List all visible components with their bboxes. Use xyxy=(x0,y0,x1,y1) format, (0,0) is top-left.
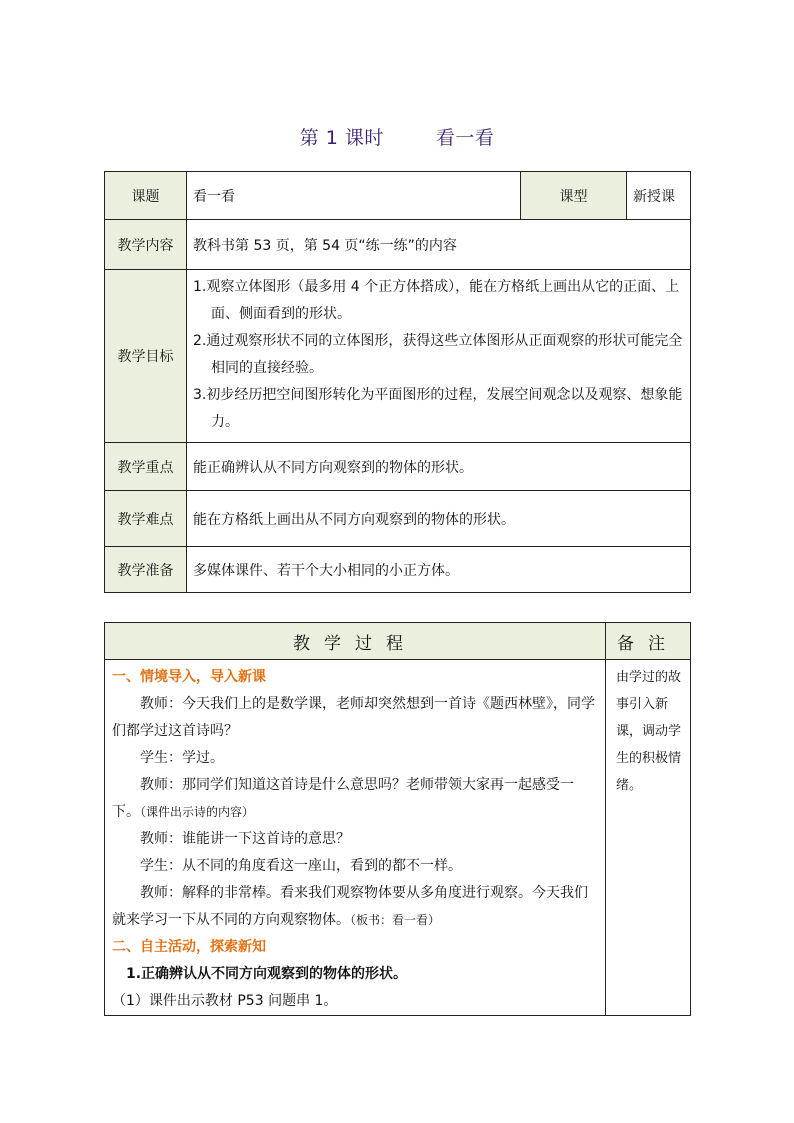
step-line: （1）课件出示教材 P53 问题串 1。 xyxy=(112,993,338,1009)
section-heading-intro: 一、情境导入，导入新课 xyxy=(112,669,266,685)
dialogue-line xyxy=(112,772,597,826)
table-row xyxy=(105,491,691,547)
goal-item: 3.初步经历把空间图形转化为平面图形的过程，发展空间观念以及观察、想象能力。 xyxy=(193,387,683,430)
dialogue-line: 学生：学过。 xyxy=(140,750,224,766)
difficulty-value: 能在方格纸上画出从不同方向观察到的物体的形状。 xyxy=(187,491,691,547)
dialogue-line xyxy=(112,880,597,934)
difficulty-label: 教学难点 xyxy=(105,491,187,547)
prep-label: 教学准备 xyxy=(105,547,187,593)
content-value: 教科书第 53 页，第 54 页“练一练”的内容 xyxy=(187,220,691,270)
lesson-info-table xyxy=(104,171,691,593)
notes-header: 备注 xyxy=(606,623,691,660)
table-row xyxy=(105,220,691,270)
prep-value: 多媒体课件、若干个大小相同的小正方体。 xyxy=(187,547,691,593)
type-value: 新授课 xyxy=(627,172,691,220)
dialogue-line: 教师：今天我们上的是数学课，老师却突然想到一首诗《题西林壁》，同学们都学过这首诗吗？ xyxy=(112,696,595,739)
table-row xyxy=(105,660,691,1016)
type-label: 课型 xyxy=(521,172,627,220)
subheading: 1.正确辨认从不同方向观察到的物体的形状。 xyxy=(126,966,408,982)
table-row xyxy=(105,547,691,593)
aside-note: （课件出示诗的内容） xyxy=(140,805,255,819)
table-row xyxy=(105,172,691,220)
process-header: 教学过程 xyxy=(105,623,606,660)
topic-label: 课题 xyxy=(105,172,187,220)
notes-content xyxy=(606,660,691,1016)
key-point-label: 教学重点 xyxy=(105,443,187,491)
dialogue-line: 学生：从不同的角度看这一座山，看到的都不一样。 xyxy=(140,858,462,874)
dialogue-line: 教师：谁能讲一下这首诗的意思？ xyxy=(140,831,350,847)
topic-value: 看一看 xyxy=(187,172,521,220)
dialogue-text: 教师：那同学们知道这首诗是什么意思吗？老师带领大家再一起感受一下。 xyxy=(112,777,574,820)
key-point-value: 能正确辨认从不同方向观察到的物体的形状。 xyxy=(187,443,691,491)
page-title-lesson: 第 1 课时 xyxy=(299,127,384,149)
section-heading-explore: 二、自主活动，探索新知 xyxy=(112,939,266,955)
table-header-row xyxy=(105,623,691,660)
note-text: 由学过的故事引入新课，调动学生的积极情绪。 xyxy=(616,670,682,793)
aside-note: （板书：看一看） xyxy=(350,913,441,927)
teaching-process-table xyxy=(104,622,691,1016)
table-row xyxy=(105,443,691,491)
goals-cell xyxy=(187,270,691,443)
goals-label: 教学目标 xyxy=(105,270,187,443)
page-title xyxy=(0,126,794,150)
dialogue-text: 教师：解释的非常棒。看来我们观察物体要从多角度进行观察。今天我们就来学习一下从不同的方向观察物体。 xyxy=(112,885,588,928)
table-row xyxy=(105,270,691,443)
content-label: 教学内容 xyxy=(105,220,187,270)
goal-item: 2.通过观察形状不同的立体图形，获得这些立体图形从正面观察的形状可能完全相同的直接经验。 xyxy=(193,333,683,376)
goal-item: 1.观察立体图形（最多用 4 个正方体搭成），能在方格纸上画出从它的正面、上面、侧面看到的形状。 xyxy=(193,279,680,322)
page-title-topic: 看一看 xyxy=(435,127,495,149)
process-content xyxy=(105,660,606,1016)
